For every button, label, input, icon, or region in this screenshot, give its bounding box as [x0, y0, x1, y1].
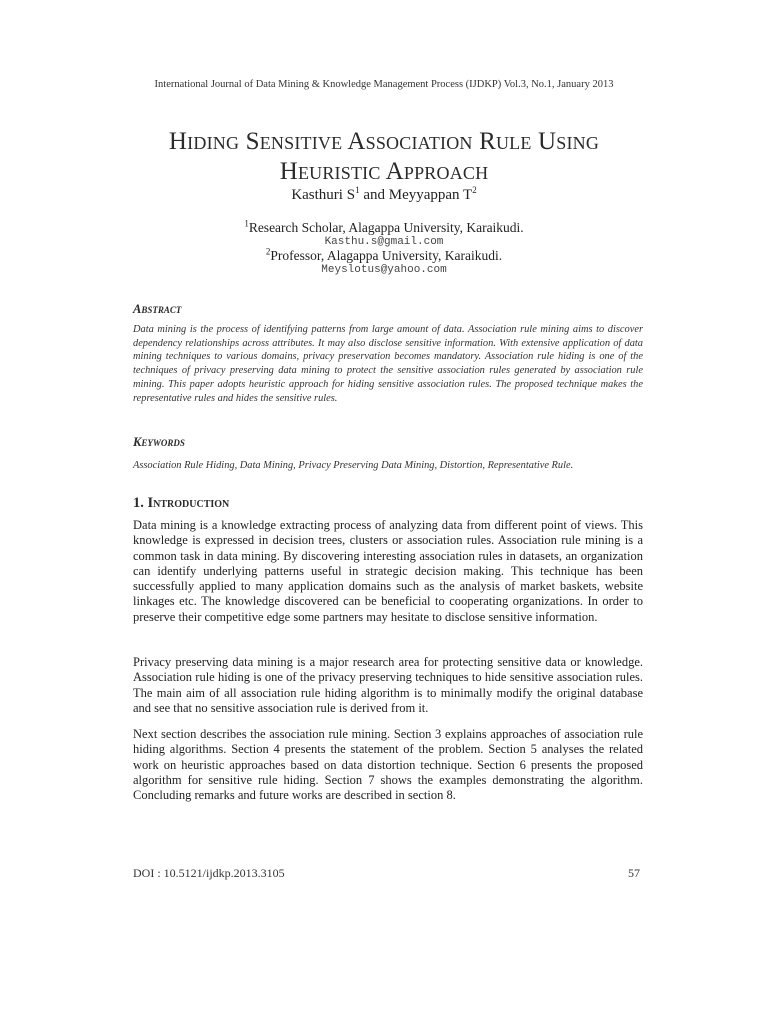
paper-title [60, 127, 708, 187]
affiliation-1-email[interactable]: Kasthu.s@gmail.com [324, 236, 444, 248]
introduction-heading: 1. Introduction [133, 495, 230, 511]
author-list [0, 187, 768, 204]
author-2-superscript: 2 [472, 185, 477, 195]
title-line-2: Heuristic Approach [279, 158, 489, 185]
affiliation-1-text: Research Scholar, Alagappa University, Karaikudi. [248, 220, 524, 235]
affiliation-2-text: Professor, Alagappa University, Karaikudi. [270, 248, 503, 263]
footer-doi: DOI : 10.5121/ijdkp.2013.3105 [133, 866, 285, 880]
title-line-1: Hiding Sensitive Association Rule Using [168, 128, 600, 155]
author-1-superscript: 1 [355, 185, 360, 195]
affiliation-2-superscript: 2 [265, 246, 271, 257]
intro-paragraph-3: Next section describes the association rule mining. Section 3 explains approaches of association rule hiding algorithms. Section 4 presents the statement of the problem. Section 5 analyses the related work on heuristic approaches based on data distortion technique. Section 6 presents the proposed algorithm for sensitive rule hiding. Section 7 shows the examples demonstrating the algorithm. Concluding remarks and future works are described in section 8. [133, 727, 643, 803]
author-1-name: Kasthuri S [291, 187, 356, 203]
keywords-heading: Keywords [133, 435, 185, 449]
author-2-name: Meyyappan T [388, 187, 473, 203]
abstract-body: Data mining is the process of identifying patterns from large amount of data. Association rule mining aims to discover dependency relationships across attributes. It may also disclose sensitive information. With extensive application of data mining techniques to various domains, privacy preservation becomes mandatory. Association rule hiding is one of the techniques of privacy preserving data mining to protect the sensitive association rules generated by association rule mining. This paper adopts heuristic approach for hiding sensitive association rules. The proposed technique makes the representative rules and hides the sensitive rules. [133, 324, 643, 404]
intro-paragraph-1: Data mining is a knowledge extracting process of analyzing data from different point of views. This knowledge is expressed in decision trees, clusters or association rules. Association rule mining is a common task in data mining. By discovering interesting association rules in datasets, an organization can identify underlying patterns useful in strategic decision making. This technique has been successfully applied to many application domains such as the analysis of market baskets, website linkages etc. The knowledge discovered can be beneficial to cooperating organizations. In order to preserve their competitive edge some partners may hesitate to disclose sensitive information. [133, 518, 643, 624]
affiliation-1-superscript: 1 [244, 218, 249, 229]
intro-paragraph-2: Privacy preserving data mining is a major research area for protecting sensitive data or knowledge. Association rule hiding is one of the privacy preserving techniques to hide sensitive association rules. The main aim of all association rule hiding algorithm is to minimally modify the original database and see that no sensitive association rule is derived from it. [133, 655, 643, 715]
footer-page-number: 57 [628, 866, 640, 880]
author-joiner: and [359, 187, 389, 203]
keywords-body: Association Rule Hiding, Data Mining, Privacy Preserving Data Mining, Distortion, Representative Rule. [133, 460, 574, 471]
affiliation-2-email[interactable]: Meyslotus@yahoo.com [321, 264, 447, 276]
journal-header: International Journal of Data Mining & Knowledge Management Process (IJDKP) Vol.3, No.1, January 2013 [154, 79, 614, 90]
affiliation-2 [0, 248, 768, 264]
abstract-heading: Abstract [133, 302, 182, 316]
affiliation-1 [0, 220, 768, 236]
